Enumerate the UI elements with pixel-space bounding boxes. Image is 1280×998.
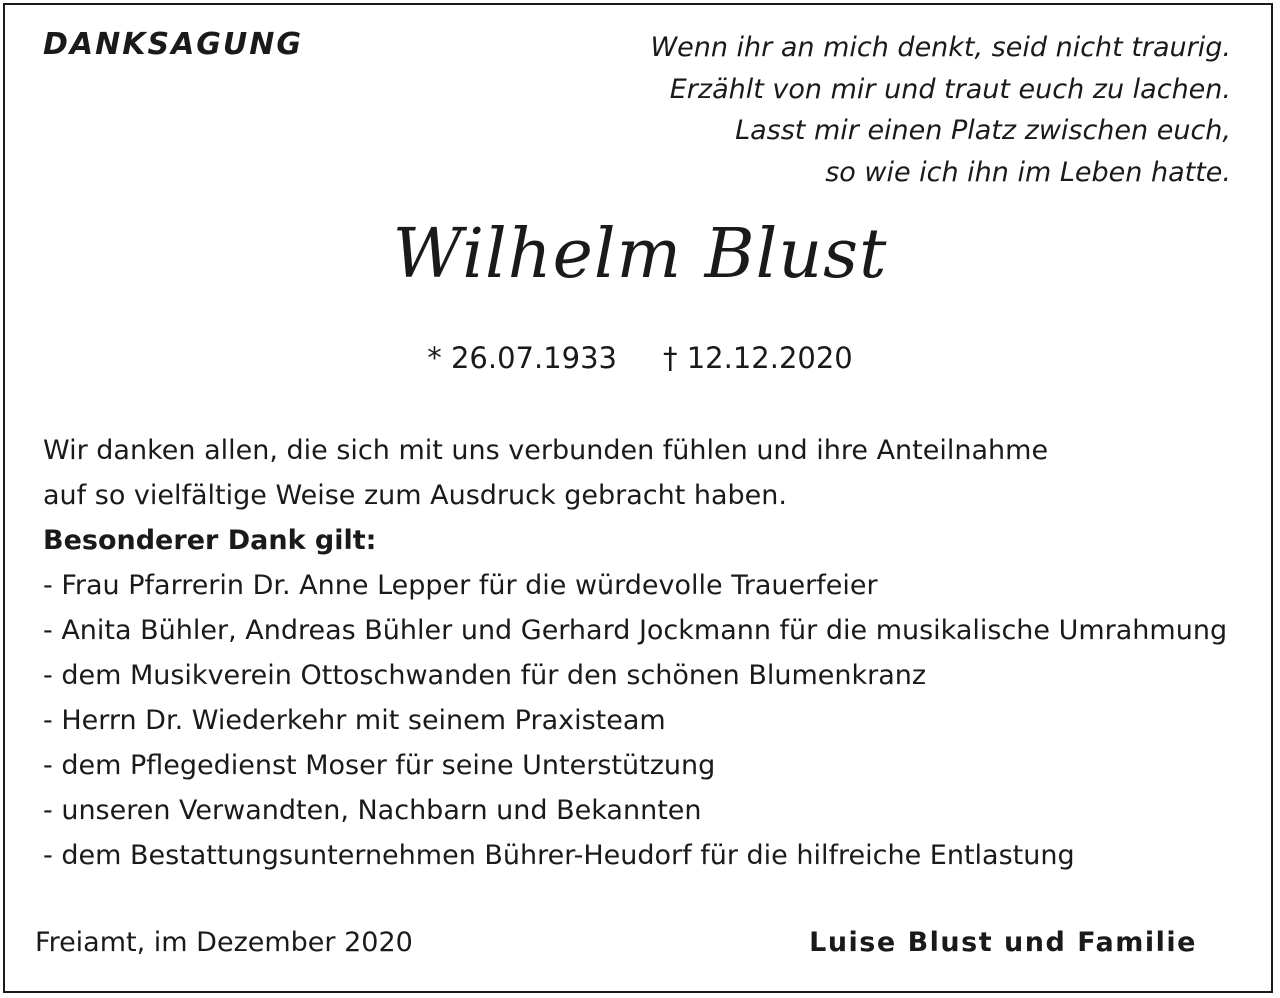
life-dates: [5, 341, 1275, 375]
poem: [431, 27, 1231, 193]
poem-line: so wie ich ihn im Leben hatte.: [825, 156, 1231, 188]
notice-heading: DANKSAGUNG: [43, 27, 304, 62]
thanks-item: - Frau Pfarrerin Dr. Anne Lepper für die würdevolle Trauerfeier: [43, 570, 878, 601]
death-date: † 12.12.2020: [663, 341, 853, 375]
thanks-item: - Herrn Dr. Wiederkehr mit seinem Praxisteam: [43, 705, 666, 736]
intro-line: auf so vielfältige Weise zum Ausdruck gebracht haben.: [43, 480, 787, 511]
thanks-item: - unseren Verwandten, Nachbarn und Bekannten: [43, 795, 702, 826]
place-date: Freiamt, im Dezember 2020: [35, 927, 413, 958]
thanks-heading: Besonderer Dank gilt:: [43, 525, 377, 556]
poem-line: Lasst mir einen Platz zwischen euch,: [735, 115, 1231, 146]
poem-line: Erzählt von mir und traut euch zu lachen.: [669, 73, 1231, 105]
signature: Luise Blust und Familie: [809, 927, 1197, 958]
thanks-item: - dem Bestattungsunternehmen Bührer-Heudorf für die hilfreiche Entlastung: [43, 840, 1075, 871]
thanks-text: [43, 428, 1243, 878]
deceased-name: Wilhelm Blust: [392, 215, 888, 294]
thanks-item: - dem Musikverein Ottoschwanden für den schönen Blumenkranz: [43, 660, 927, 691]
notice-border: [3, 3, 1273, 993]
thanks-item: - dem Pflegedienst Moser für seine Unterstützung: [43, 750, 716, 781]
poem-line: Wenn ihr an mich denkt, seid nicht traurig.: [650, 32, 1231, 63]
thanks-item: - Anita Bühler, Andreas Bühler und Gerhard Jockmann für die musikalische Umrahmung: [43, 615, 1228, 646]
birth-date: * 26.07.1933: [427, 341, 617, 375]
intro-line: Wir danken allen, die sich mit uns verbunden fühlen und ihre Anteilnahme: [43, 435, 1049, 466]
